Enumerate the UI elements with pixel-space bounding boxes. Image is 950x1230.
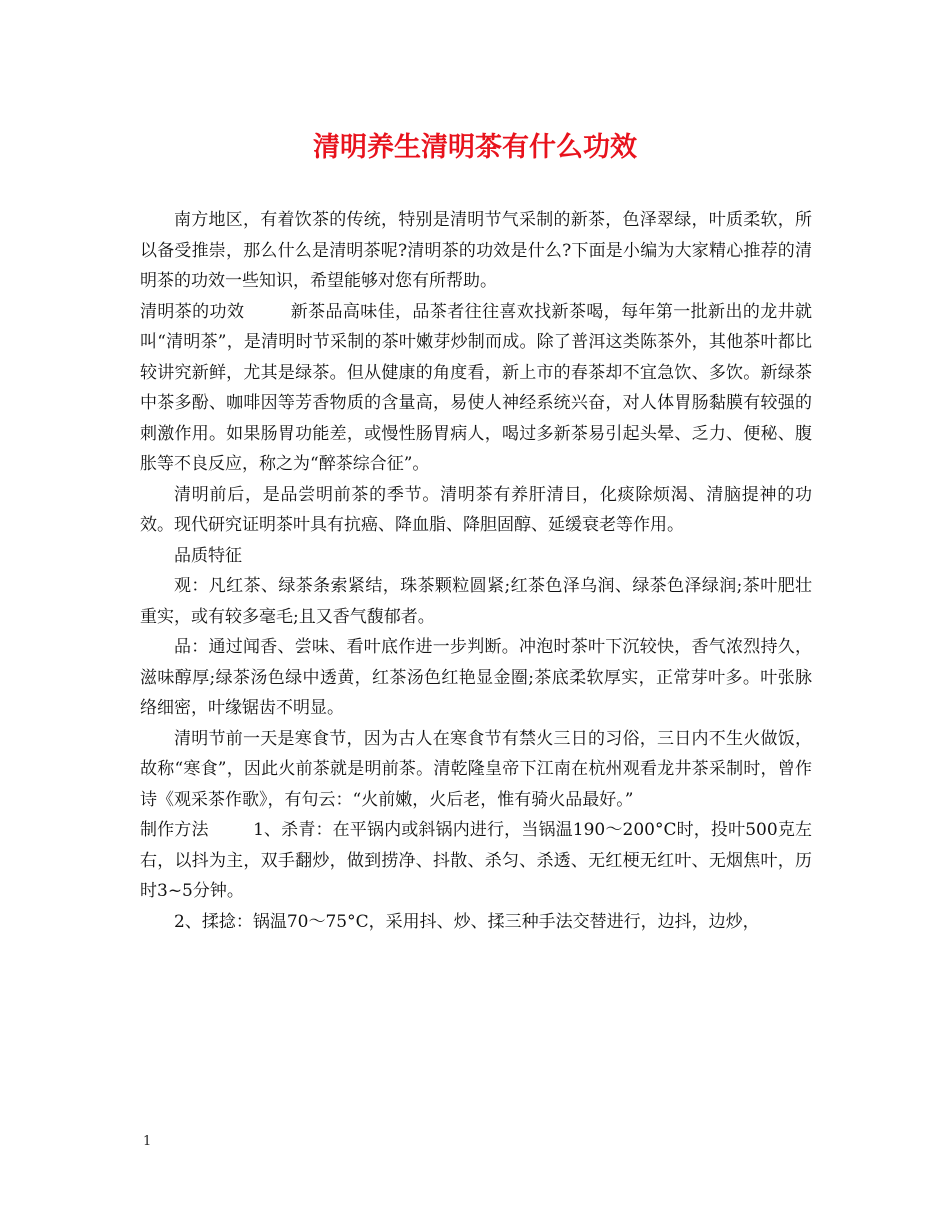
rolling-paragraph: 2、揉捻：锅温70～75°C，采用抖、炒、揉三种手法交替进行，边抖，边炒， (174, 911, 760, 932)
document-title: 清明养生清明茶有什么功效 (313, 132, 637, 163)
observe-paragraph: 观：凡红茶、绿茶条索紧结，珠茶颗粒圆紧;红茶色泽乌润、绿茶色泽绿润;茶叶肥壮重实，或有较多毫毛;且又香气馥郁者。 (140, 576, 812, 627)
history-paragraph: 清明节前一天是寒食节，因为古人在寒食节有禁火三日的习俗，三日内不生火做饭，故称“寒食”，因此火前茶就是明前茶。清乾隆皇帝下江南在杭州观看龙井茶采制时，曾作诗《观采茶作歌》，有句云：“火前嫩，火后老，惟有骑火品最好。” (140, 728, 812, 810)
intro-paragraph: 南方地区，有着饮茶的传统，特别是清明节气采制的新茶，色泽翠绿，叶质柔软，所以备受推崇，那么什么是清明茶呢?清明茶的功效是什么?下面是小编为大家精心推荐的清明茶的功效一些知识，希望能够对您有所帮助。 (140, 210, 812, 291)
quality-heading: 品质特征 (174, 545, 242, 566)
method-text: 1、杀青：在平锅内或斜锅内进行，当锅温190～200°C时，投叶500克左右，以抖为主，双手翻炒，做到捞净、抖散、杀匀、杀透、无红梗无红叶、无烟焦叶，历时3~5分钟。 (140, 820, 812, 901)
efficacy-text: 新茶品高味佳，品茶者往往喜欢找新茶喝，每年第一批新出的龙井就叫“清明茶”，是清明时节采制的茶叶嫩芽炒制而成。除了普洱这类陈茶外，其他茶叶都比较讲究新鲜，尤其是绿茶。但从健康的角度看，新上市的春茶却不宜急饮、多饮。新绿茶中茶多酚、咖啡因等芳香物质的含量高，易使人神经系统兴奋，对人体胃肠黏膜有较强的刺激作用。如果肠胃功能差，或慢性肠胃病人，喝过多新茶易引起头晕、乏力、便秘、腹胀等不良反应，称之为“醉茶综合征”。 (140, 301, 813, 474)
efficacy-heading: 清明茶的功效 (140, 301, 245, 322)
page-number: 1 (143, 1134, 152, 1149)
qingming-paragraph: 清明前后，是品尝明前茶的季节。清明茶有养肝清目，化痰除烦渴、清脑提神的功效。现代研究证明茶叶具有抗癌、降血脂、降胆固醇、延缓衰老等作用。 (140, 484, 812, 535)
efficacy-paragraph (140, 297, 812, 480)
method-heading: 制作方法 (140, 820, 209, 840)
document-body (140, 205, 812, 937)
method-paragraph (140, 815, 812, 907)
taste-paragraph: 品：通过闻香、尝味、看叶底作进一步判断。冲泡时茶叶下沉较快，香气浓烈持久，滋味醇厚;绿茶汤色绿中透黄，红茶汤色红艳显金圈;茶底柔软厚实，正常芽叶多。叶张脉络细密，叶缘锯齿不明显。 (140, 637, 812, 718)
